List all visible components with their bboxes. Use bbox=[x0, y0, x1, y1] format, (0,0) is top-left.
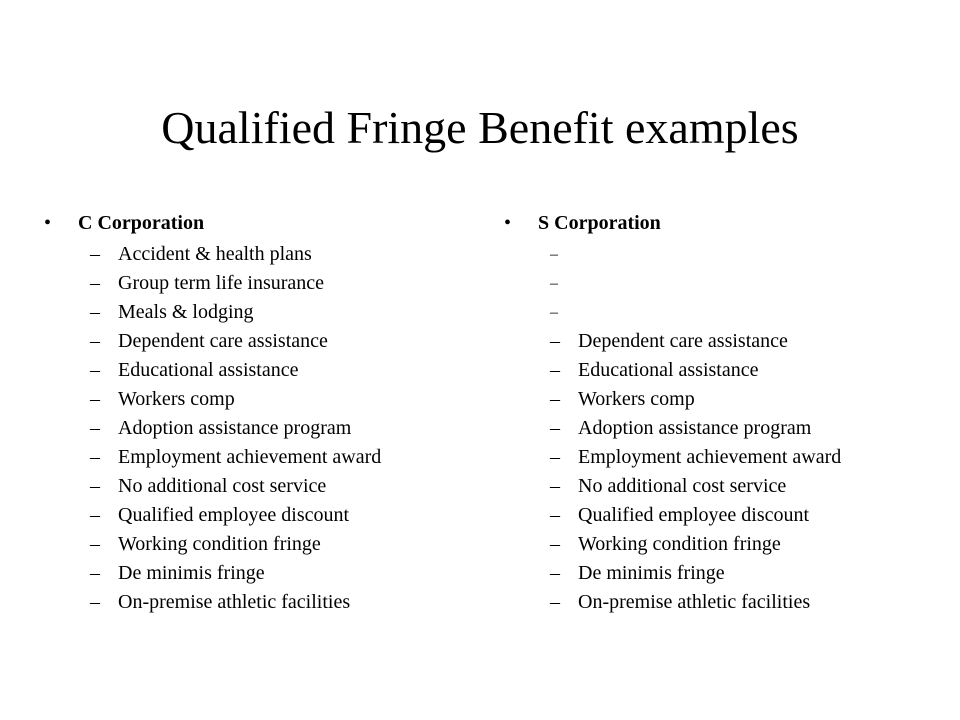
dash-icon: – bbox=[90, 475, 100, 497]
list-item bbox=[40, 356, 480, 385]
list-item-label: Employment achievement award bbox=[578, 446, 842, 468]
dash-icon: – bbox=[550, 275, 558, 292]
column-heading-row bbox=[500, 206, 940, 240]
dash-icon: – bbox=[550, 562, 560, 584]
list-item-label: De minimis fringe bbox=[118, 562, 265, 584]
list-item bbox=[500, 559, 940, 588]
list-item bbox=[40, 385, 480, 414]
list-item bbox=[40, 327, 480, 356]
c-corporation-column bbox=[40, 206, 480, 617]
list-item-label: Workers comp bbox=[578, 388, 695, 410]
dash-icon: – bbox=[550, 533, 560, 555]
list-item bbox=[40, 240, 480, 269]
list-item-label: On-premise athletic facilities bbox=[118, 591, 351, 613]
dash-icon: – bbox=[550, 246, 558, 263]
dash-icon: – bbox=[90, 359, 100, 381]
list-item-label: No additional cost service bbox=[578, 475, 787, 497]
dash-icon: – bbox=[90, 330, 100, 352]
list-item bbox=[40, 530, 480, 559]
dash-icon: – bbox=[550, 417, 560, 439]
list-item-label: Meals & lodging bbox=[118, 301, 254, 323]
dash-icon: – bbox=[90, 591, 100, 613]
list-item-label: Accident & health plans bbox=[118, 243, 312, 265]
column-heading-row bbox=[40, 206, 480, 240]
list-item bbox=[500, 501, 940, 530]
list-item bbox=[40, 414, 480, 443]
list-item bbox=[500, 385, 940, 414]
list-item bbox=[500, 472, 940, 501]
dash-icon: – bbox=[550, 591, 560, 613]
dash-icon: – bbox=[90, 243, 100, 265]
dash-icon: – bbox=[550, 475, 560, 497]
list-item-label: Qualified employee discount bbox=[578, 504, 810, 526]
dash-icon: – bbox=[550, 304, 558, 321]
list-item-label: Educational assistance bbox=[578, 359, 759, 381]
list-item bbox=[40, 559, 480, 588]
list-item-label: Adoption assistance program bbox=[118, 417, 352, 439]
list-item-label: Working condition fringe bbox=[578, 533, 781, 555]
s-corporation-heading: S Corporation bbox=[538, 212, 661, 234]
list-item-label: Employment achievement award bbox=[118, 446, 382, 468]
dash-icon: – bbox=[90, 504, 100, 526]
list-item bbox=[500, 356, 940, 385]
list-item bbox=[500, 327, 940, 356]
dash-icon: – bbox=[90, 533, 100, 555]
list-item bbox=[500, 269, 940, 298]
list-item-label: Dependent care assistance bbox=[118, 330, 328, 352]
list-item-label: On-premise athletic facilities bbox=[578, 591, 811, 613]
list-item bbox=[500, 414, 940, 443]
list-item bbox=[500, 588, 940, 617]
dash-icon: – bbox=[550, 359, 560, 381]
dash-icon: – bbox=[90, 388, 100, 410]
dash-icon: – bbox=[550, 504, 560, 526]
list-item bbox=[500, 530, 940, 559]
dash-icon: – bbox=[90, 562, 100, 584]
list-item-label: Working condition fringe bbox=[118, 533, 321, 555]
list-item bbox=[40, 443, 480, 472]
s-corporation-list bbox=[500, 240, 940, 617]
list-item-label: Qualified employee discount bbox=[118, 504, 350, 526]
list-item bbox=[500, 443, 940, 472]
list-item bbox=[500, 298, 940, 327]
c-corporation-list bbox=[40, 240, 480, 617]
list-item-label: Educational assistance bbox=[118, 359, 299, 381]
list-item bbox=[40, 472, 480, 501]
list-item bbox=[40, 298, 480, 327]
slide-title: Qualified Fringe Benefit examples bbox=[161, 102, 799, 153]
dash-icon: – bbox=[90, 417, 100, 439]
list-item-label: Dependent care assistance bbox=[578, 330, 788, 352]
dash-icon: – bbox=[90, 446, 100, 468]
dash-icon: – bbox=[550, 446, 560, 468]
bullet-icon: • bbox=[44, 212, 52, 234]
list-item bbox=[500, 240, 940, 269]
c-corporation-heading: C Corporation bbox=[78, 212, 205, 234]
list-item-label: Group term life insurance bbox=[118, 272, 325, 294]
list-item bbox=[40, 501, 480, 530]
bullet-icon: • bbox=[504, 212, 512, 234]
list-item bbox=[40, 588, 480, 617]
list-item-label: De minimis fringe bbox=[578, 562, 725, 584]
dash-icon: – bbox=[550, 330, 560, 352]
dash-icon: – bbox=[90, 272, 100, 294]
dash-icon: – bbox=[90, 301, 100, 323]
list-item-label: Workers comp bbox=[118, 388, 235, 410]
list-item bbox=[40, 269, 480, 298]
list-item-label: No additional cost service bbox=[118, 475, 327, 497]
dash-icon: – bbox=[550, 388, 560, 410]
s-corporation-column bbox=[500, 206, 940, 617]
list-item-label: Adoption assistance program bbox=[578, 417, 812, 439]
